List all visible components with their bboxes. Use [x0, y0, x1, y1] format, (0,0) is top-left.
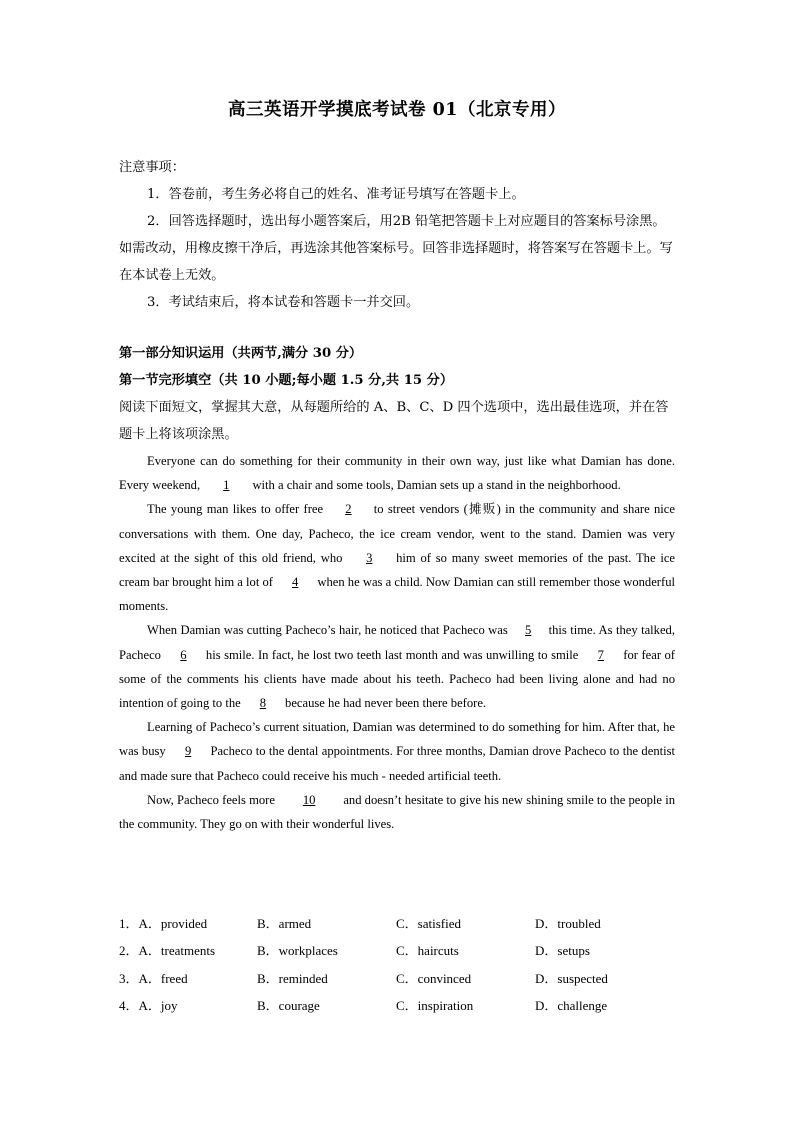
answer-blank: 9	[184, 744, 192, 759]
option-a: 1．A．provided	[119, 916, 208, 931]
option-d: D．challenge	[535, 997, 608, 1013]
answer-blank: 10	[302, 792, 316, 807]
passage-paragraph	[119, 618, 675, 715]
passage-text: When Damian was cutting Pacheco’s hair, he noticed that Pacheco was	[147, 623, 508, 638]
part-heading: 第一部分知识运用（共两节,满分 30 分）	[119, 346, 363, 361]
part1-header	[119, 340, 675, 448]
passage-paragraph	[119, 715, 675, 788]
option-row	[119, 913, 719, 940]
notice-section	[119, 154, 675, 316]
passage-text: to street vendors (摊贩) in the community and share nice conversations with them. One day, Pacheco, the ice cream vendor, went to the stand. Damien was very excited at the sight of this old friend, who	[119, 502, 675, 565]
instructions: 阅读下面短文，掌握其大意，从每题所给的 A、B、C、D 四个选项中，选出最佳选项，并在答题卡上将该项涂黑。	[119, 400, 669, 442]
notice-item: 1．答卷前，考生务必将自己的姓名、准考证号填写在答题卡上。	[147, 187, 525, 202]
option-a: 4．A．joy	[119, 997, 178, 1013]
option-b: B．workplaces	[257, 943, 338, 959]
option-b: B．armed	[257, 916, 312, 931]
passage-text: his smile. In fact, he lost two teeth last month and was unwilling to smile	[205, 647, 579, 662]
section-heading: 第一节完形填空（共 10 小题;每小题 1.5 分,共 15 分）	[119, 373, 454, 388]
passage-paragraph	[119, 497, 675, 618]
option-row	[119, 995, 719, 1022]
passage-text: Everyone can do something for their community in their own way, just like what Damian has done. Every weekend,	[119, 454, 675, 493]
option-row	[119, 968, 719, 995]
options-table	[119, 913, 719, 1022]
passage-text: because he had never been there before.	[285, 696, 487, 711]
option-d: D．setups	[535, 943, 590, 959]
option-a: 2．A．treatments	[119, 943, 216, 959]
passage-text: Pacheco to the dental appointments. For three months, Damian drove Pacheco to the dentist and made sure that Pacheco could receive his much - needed artificial teeth.	[119, 744, 676, 783]
option-c: C．satisfied	[396, 916, 461, 931]
passage-text: Now, Pacheco feels more	[147, 792, 275, 807]
answer-blank: 5	[525, 623, 532, 638]
option-row	[119, 940, 719, 967]
option-b: B．courage	[257, 997, 320, 1013]
answer-blank: 1	[223, 478, 230, 493]
cloze-passage	[119, 449, 675, 836]
passage-text: him of so many sweet memories of the past. The ice cream bar brought him a lot of	[119, 550, 676, 590]
passage-text: for fear of some of the comments his clients have made about his teeth. Pacheco had been living alone and had no intention of going to the	[119, 647, 675, 711]
notice-item: 2．回答选择题时，选出每小题答案后，用2B 铅笔把答题卡上对应题目的答案标号涂黑。如需改动，用橡皮擦干净后，再选涂其他答案标号。回答非选择题时，将答案写在答题卡上。写在本试卷上无效。	[119, 214, 673, 283]
option-c: C．inspiration	[396, 997, 474, 1013]
option-d: D．suspected	[535, 970, 608, 986]
passage-paragraph	[119, 788, 675, 836]
passage-text: and doesn’t hesitate to give his new shining smile to the people in the community. They go on with their wonderful lives.	[119, 792, 675, 832]
passage-text: The young man likes to offer free	[147, 502, 324, 517]
option-c: C．haircuts	[396, 943, 459, 959]
answer-blank: 2	[345, 502, 352, 517]
passage-text: Learning of Pacheco’s current situation, Damian was determined to do something for him. After that, he was busy	[119, 720, 675, 759]
answer-blank: 8	[259, 696, 267, 711]
passage-paragraph	[119, 449, 675, 497]
option-c: C．convinced	[396, 970, 472, 986]
passage-text: with a chair and some tools, Damian sets up a stand in the neighborhood.	[252, 478, 621, 493]
notice-heading: 注意事项：	[119, 160, 185, 175]
answer-blank: 3	[366, 550, 373, 565]
answer-blank: 7	[597, 647, 604, 662]
notice-item: 3．考试结束后，将本试卷和答题卡一并交回。	[147, 295, 420, 310]
passage-text: this time. As they talked, Pacheco	[119, 623, 675, 662]
option-a: 3．A．freed	[119, 970, 188, 986]
answer-blank: 4	[292, 575, 299, 590]
answer-blank: 6	[180, 647, 187, 662]
page-title: 高三英语开学摸底考试卷 01（北京专用）	[228, 100, 566, 120]
option-b: B．reminded	[257, 970, 328, 986]
passage-text: when he was a child. Now Damian can still remember those wonderful moments.	[119, 575, 675, 614]
option-d: D．troubled	[535, 916, 601, 931]
